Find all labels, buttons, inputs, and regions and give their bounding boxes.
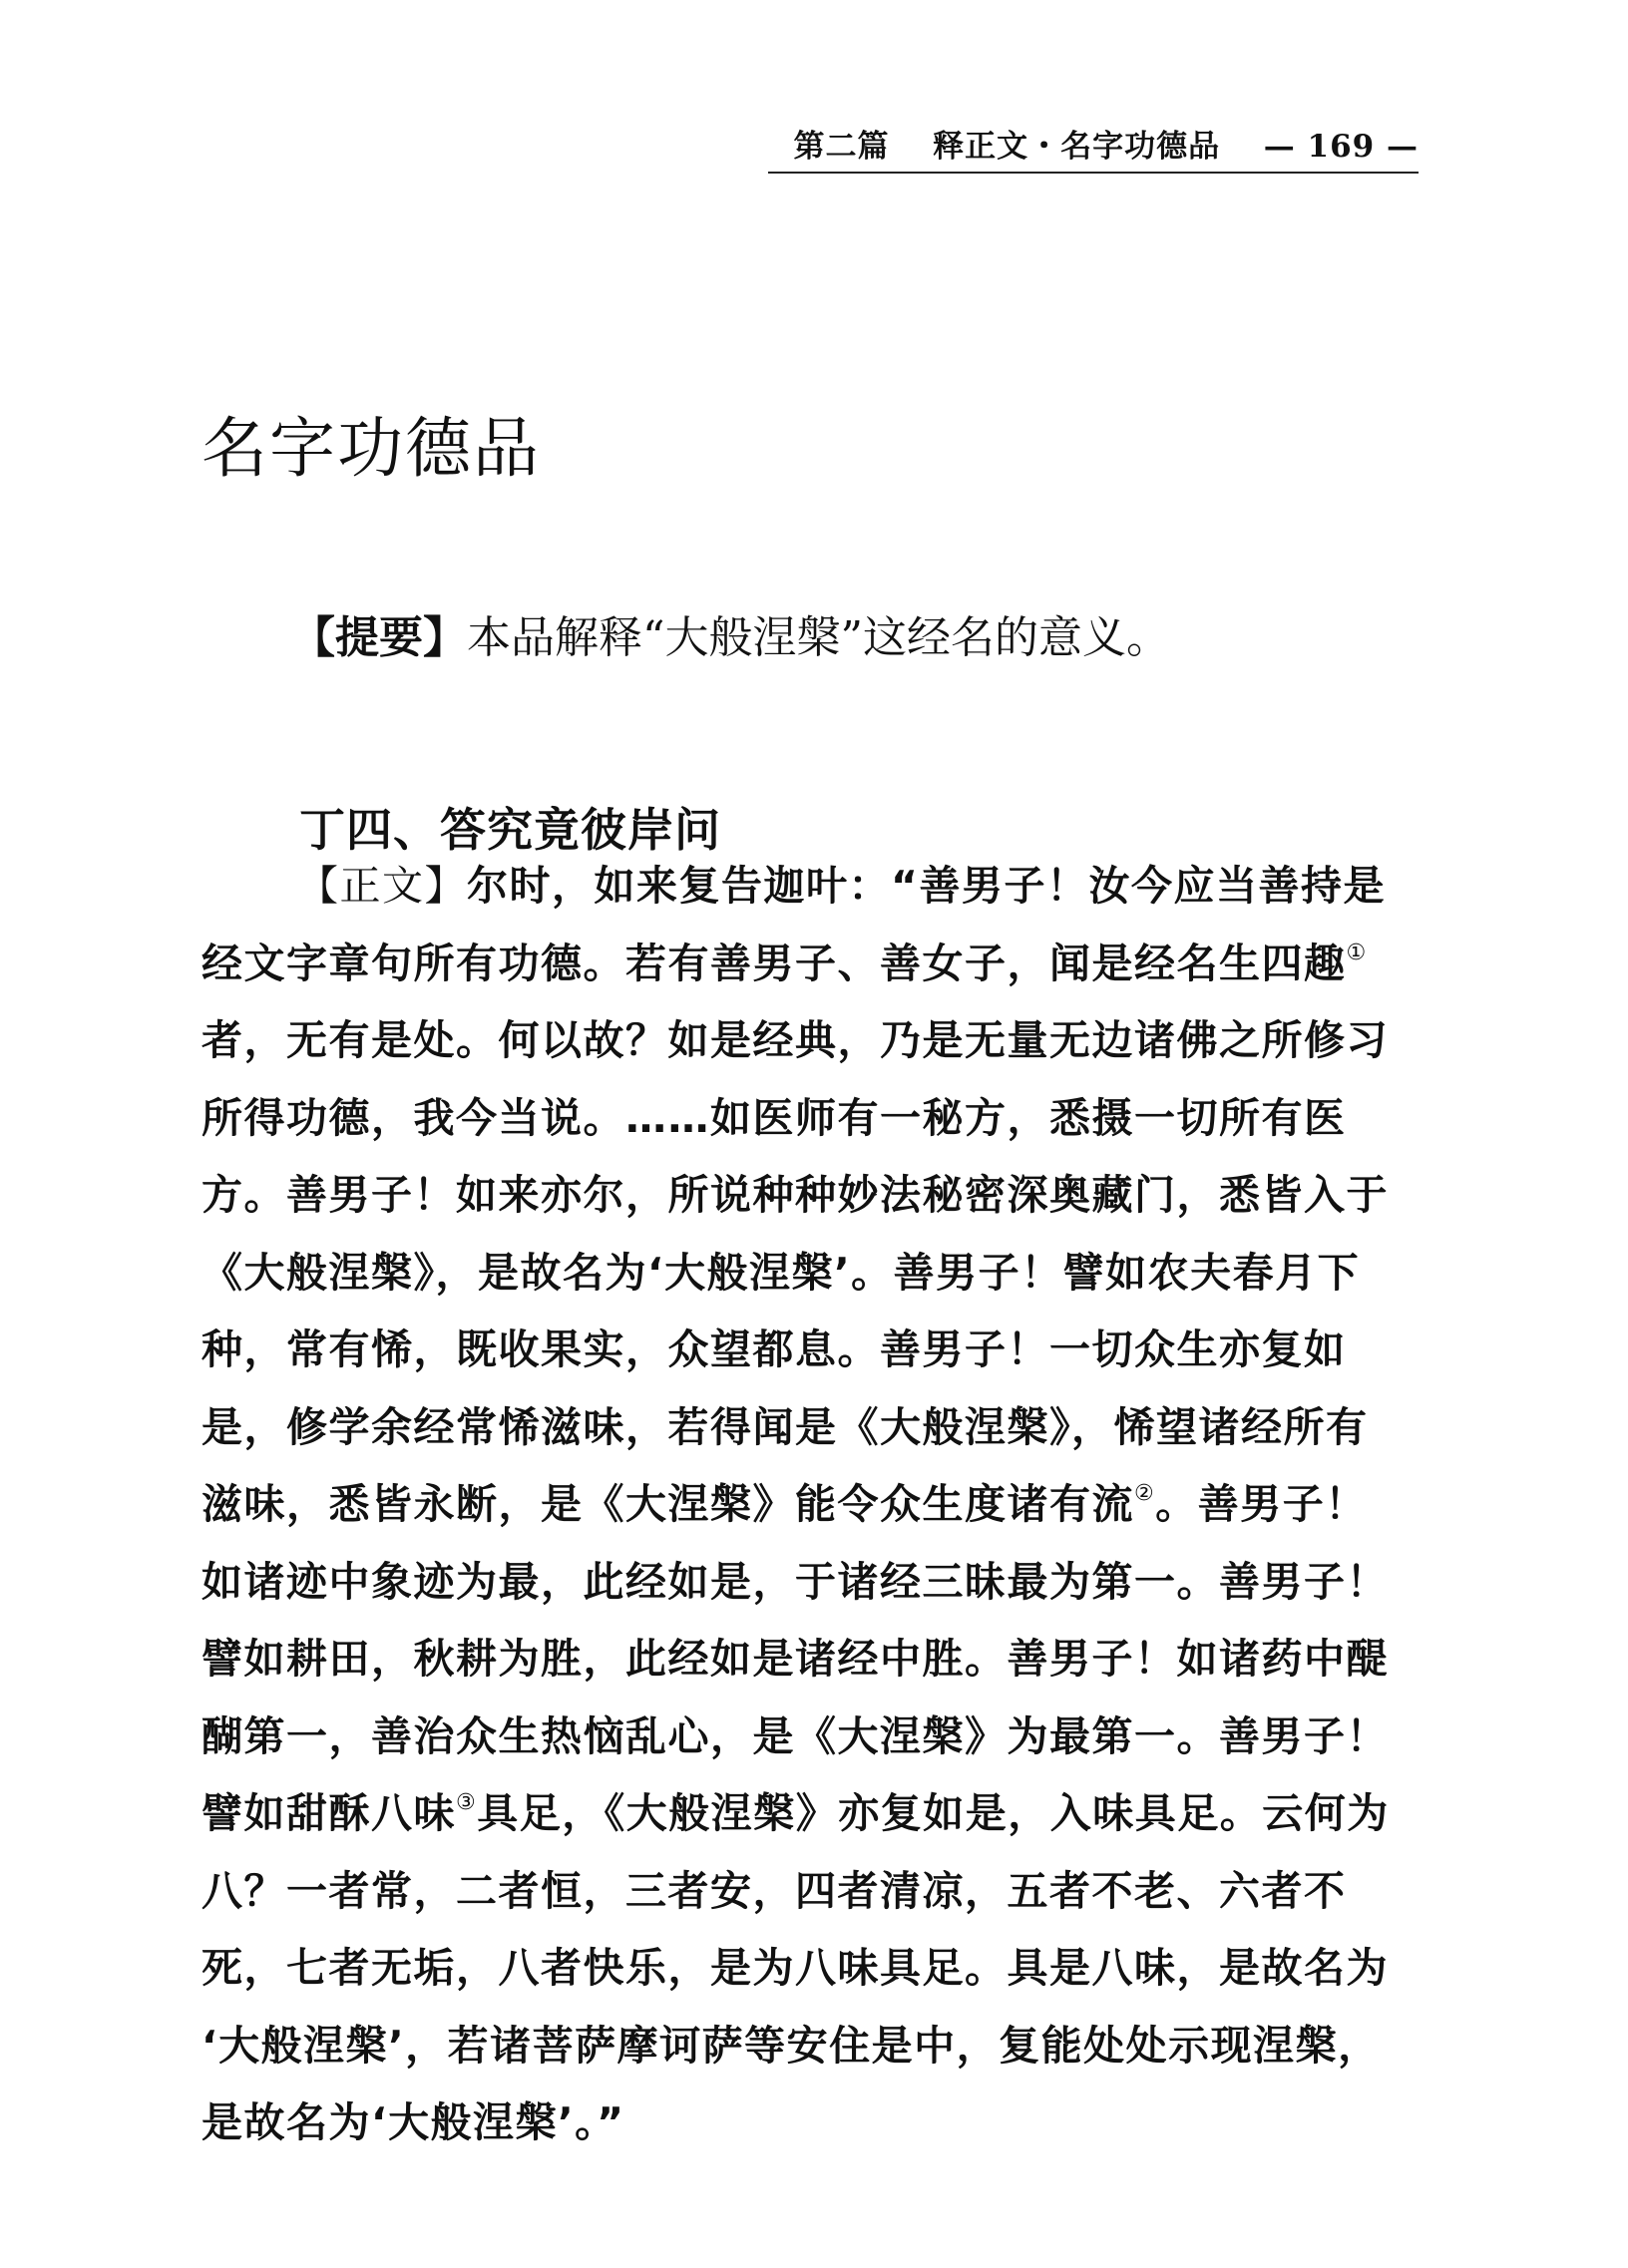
section-heading: 丁四、答究竟彼岸问	[299, 803, 721, 858]
body-line: ‘大般涅槃’，若诸菩萨摩诃萨等安住是中，复能处处示现涅槃，	[202, 2021, 1381, 2070]
body-line: 者，无有是处。何以故？如是经典，乃是无量无边诸佛之所修习	[202, 1016, 1389, 1064]
body-line: 是，修学余经常悕滋味，若得闻是《大般涅槃》，悕望诸经所有	[202, 1402, 1369, 1451]
summary	[291, 608, 1170, 668]
body-line: 八？一者常，二者恒，三者安，四者清凉，五者不老、六者不	[202, 1866, 1347, 1915]
body-line: 譬如甜酥八味③具足，《大般涅槃》亦复如是，入味具足。云何为	[202, 1789, 1390, 1837]
body-line: 《大般涅槃》，是故名为‘大般涅槃’。善男子！譬如农夫春月下	[202, 1248, 1361, 1297]
body-line: 是故名为‘大般涅槃’。”	[202, 2098, 625, 2146]
body-line: 方。善男子！如来亦尔，所说种种妙法秘密深奥藏门，悉皆入于	[202, 1171, 1389, 1219]
body-line: 种，常有悕，既收果实，众望都息。善男子！一切众生亦复如	[202, 1325, 1347, 1373]
running-header	[768, 122, 1419, 174]
footnote-marker: ③	[456, 1790, 478, 1815]
body-line: 【正文】尔时，如来复告迦叶：“善男子！汝今应当善持是	[297, 862, 1386, 910]
body-line: 滋味，悉皆永断，是《大涅槃》能令众生度诸有流②。善男子！	[202, 1480, 1368, 1528]
body-line: 死，七者无垢，八者快乐，是为八味具足。具是八味，是故名为	[202, 1944, 1389, 1992]
footnote-marker: ②	[1134, 1481, 1156, 1506]
chapter-title: 名字功德品	[202, 410, 541, 488]
body-line: 醐第一，善治众生热恼乱心，是《大涅槃》为最第一。善男子！	[202, 1711, 1389, 1760]
page-number: — 169 —	[1263, 129, 1419, 165]
body-line: 譬如耕田，秋耕为胜，此经如是诸经中胜。善男子！如诸药中醍	[202, 1635, 1389, 1683]
summary-text: 本品解释“大般涅槃”这经名的意义。	[467, 612, 1170, 663]
main-text	[202, 848, 1423, 2162]
main-text-label: 【正文】	[297, 862, 467, 910]
header-part: 第二篇	[793, 129, 890, 165]
header-section: 释正文・名字功德品	[933, 129, 1221, 165]
body-line: 经文字章句所有功德。若有善男子、善女子，闻是经名生四趣①	[202, 939, 1368, 987]
footnote-marker: ①	[1346, 940, 1368, 965]
body-line: 如诸迹中象迹为最，此经如是，于诸经三昧最为第一。善男子！	[202, 1557, 1389, 1606]
body-line: 所得功德，我今当说。……如医师有一秘方，悉摄一切所有医	[202, 1093, 1347, 1142]
summary-label: 【提要】	[291, 612, 467, 663]
